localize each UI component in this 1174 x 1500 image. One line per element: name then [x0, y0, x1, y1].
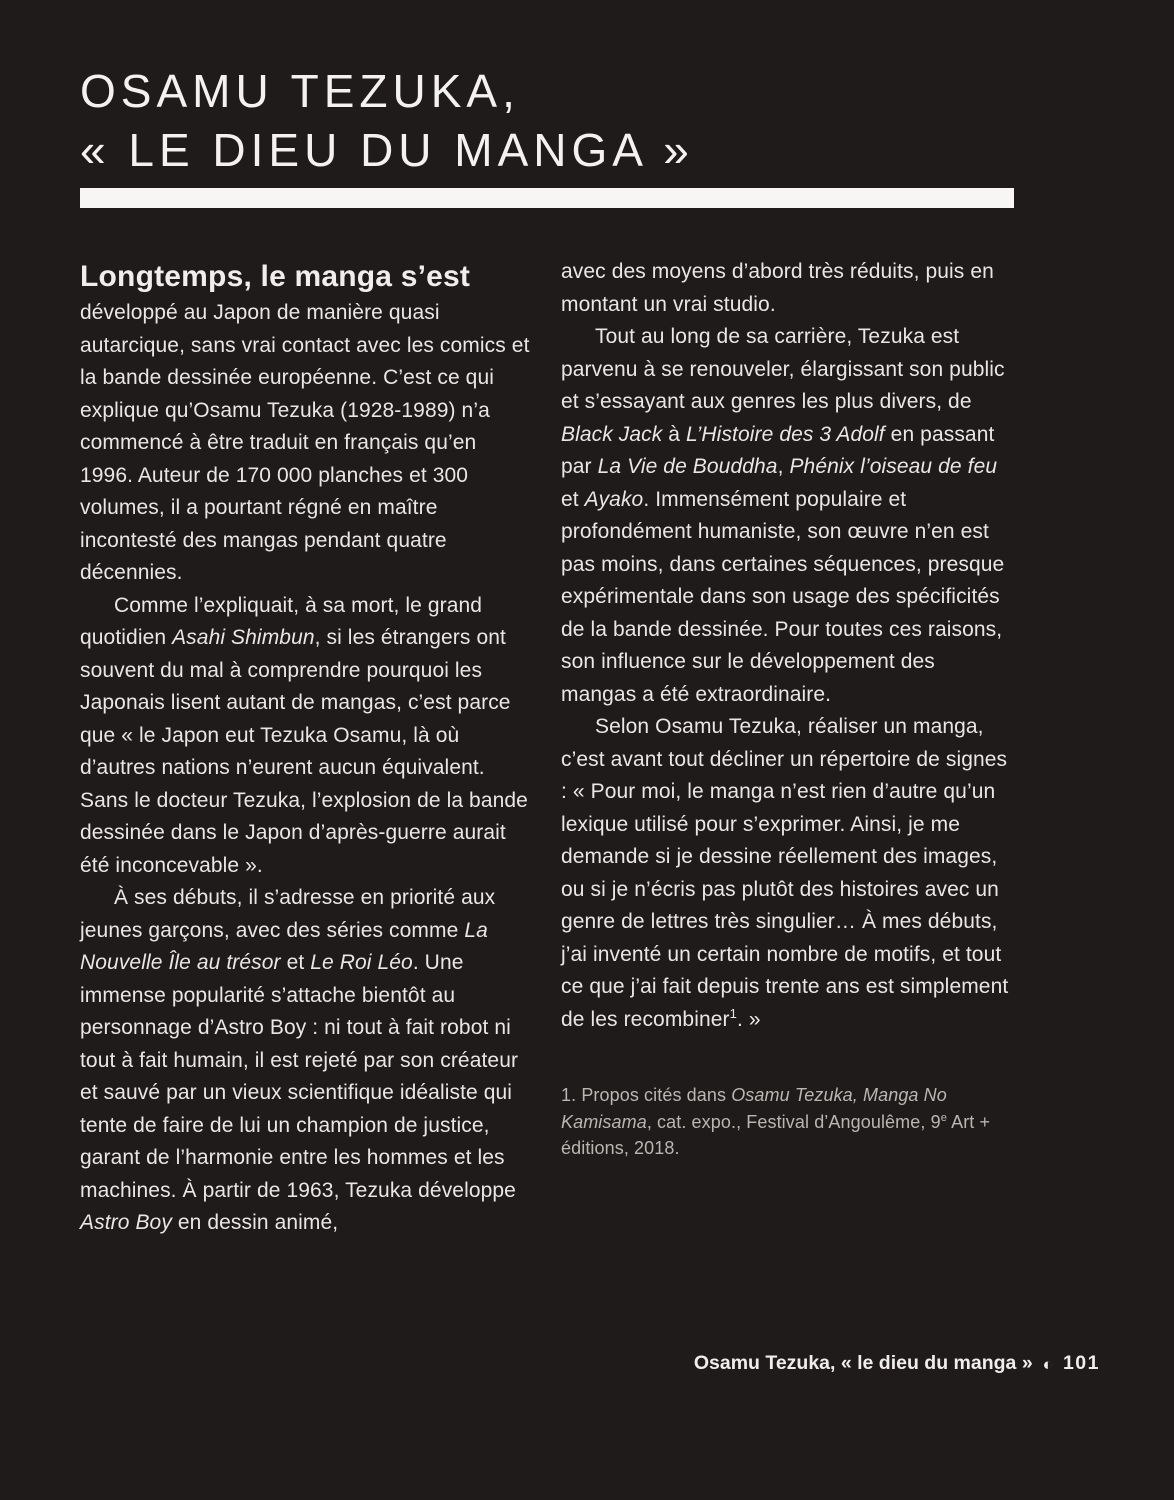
column-right: [561, 256, 1014, 1240]
italic-text-run: La Nouvelle Île au trésor: [80, 918, 488, 974]
italic-text-run: Astro Boy: [80, 1211, 172, 1234]
text-run: avec des moyens d’abord très réduits, puis en montant un vrai studio.: [561, 260, 994, 316]
superscript-ref: 1: [729, 1005, 737, 1021]
paragraph: [561, 256, 1014, 321]
footnote: [561, 1082, 1014, 1162]
text-run: , si les étrangers ont souvent du mal à comprendre pourquoi les Japonais lisent autant de mangas, c’est parce que « le Japon eut Tezuka Osamu, là où d’autres nations n’eurent aucun équivalent. Sans le docteur Tezuka, l’explosion de la bande dessinée dans le Japon d’après-guerre aurait été inconcevable ».: [80, 626, 528, 877]
italic-text-run: Asahi Shimbun: [172, 626, 315, 649]
text-run: en dessin animé,: [171, 1211, 339, 1234]
text-run: . Une immense popularité s’attache bientôt au personnage d’Astro Boy : ni tout à fait robot ni tout à fait humain, il est rejeté par son créateur et sauvé par un vieux scientifique idéaliste qui tente de faire de lui un champion de justice, garant de l’harmonie entre les hommes et les machines. À partir de 1963, Tezuka développe: [80, 951, 519, 1202]
text-run: ,: [777, 455, 790, 478]
text-run: . Immensément populaire et profondément humaniste, son œuvre n’en est pas moins, dans certaines séquences, presque expérimentale dans son usage des spécificités de la bande dessinée. Pour toutes ces raisons, son influence sur le développement des mangas a été extraordinaire.: [561, 487, 1005, 706]
italic-text-run: Ayako: [584, 487, 644, 511]
footer-chapter-label: Osamu Tezuka, « le dieu du manga »: [693, 1352, 1033, 1374]
paragraph: [561, 321, 1014, 711]
text-run: . »: [736, 1007, 761, 1031]
text-run: en passant par: [561, 422, 995, 478]
text-run: développé au Japon de manière quasi autarcique, sans vrai contact avec les comics et la bande dessinée européenne. C’est ce qui explique qu’Osamu Tezuka (1928-1989) n’a commencé à être traduit en français qu’en 1996. Auteur de 170 000 planches et 300 volumes, il a pourtant régné en maître incontesté des mangas pendant quatre décennies.: [80, 301, 530, 584]
column-left: [80, 256, 533, 1240]
superscript-ref: e: [940, 1111, 947, 1124]
italic-text-run: Le Roi Léo: [310, 951, 413, 974]
text-run: 1. Propos cités dans: [561, 1085, 732, 1105]
italic-text-run: La Vie de Bouddha: [597, 455, 778, 478]
page-title-line-2: « LE DIEU DU MANGA »: [80, 124, 694, 176]
title-rule: [80, 188, 1014, 208]
running-footer: [694, 1352, 1100, 1375]
text-run: à: [662, 422, 687, 446]
text-run: Tout au long de sa carrière, Tezuka est parvenu à se renouveler, élargissant son public et s’essayant aux genres les plus divers, de: [561, 325, 1005, 413]
article-body: [80, 256, 1014, 1240]
page-number: 101: [1062, 1352, 1100, 1374]
text-run: Comme l’expliquait, à sa mort, le grand quotidien: [80, 593, 483, 649]
italic-text-run: Phénix l’oiseau de feu: [789, 455, 998, 478]
text-run: Art + éditions, 2018.: [561, 1111, 991, 1158]
text-run: , cat. expo., Festival d’Angoulême, 9: [646, 1111, 941, 1132]
italic-text-run: Osamu Tezuka, Manga No Kamisama: [561, 1085, 947, 1132]
italic-text-run: Black Jack: [561, 422, 663, 446]
page-title: [80, 62, 694, 180]
italic-text-run: L’Histoire des 3 Adolf: [686, 422, 885, 446]
half-circle-icon: ◐: [1042, 1354, 1053, 1374]
page-title-line-1: OSAMU TEZUKA,: [80, 65, 520, 117]
paragraph: [561, 711, 1014, 1036]
paragraph-lead: Longtemps, le manga s’est: [80, 260, 471, 293]
text-run: À ses débuts, il s’adresse en priorité aux jeunes garçons, avec des séries comme: [80, 886, 496, 942]
paragraph: [80, 256, 533, 590]
text-run: et: [280, 951, 311, 974]
text-run: Selon Osamu Tezuka, réaliser un manga, c’est avant tout décliner un répertoire de signes : « Pour moi, le manga n’est rien d’autre qu’un lexique utilisé pour s’exprimer. Ainsi, je me demande si je dessine réellement des images, ou si je n’écris pas plutôt des histoires avec un genre de lettres très singulier… À mes débuts, j’ai inventé un certain nombre de motifs, et tout ce que j’ai fait depuis trente ans est simplement de les recombiner: [561, 715, 1009, 1031]
paragraph: [80, 590, 533, 883]
text-run: et: [561, 487, 585, 511]
paragraph: [80, 882, 533, 1240]
